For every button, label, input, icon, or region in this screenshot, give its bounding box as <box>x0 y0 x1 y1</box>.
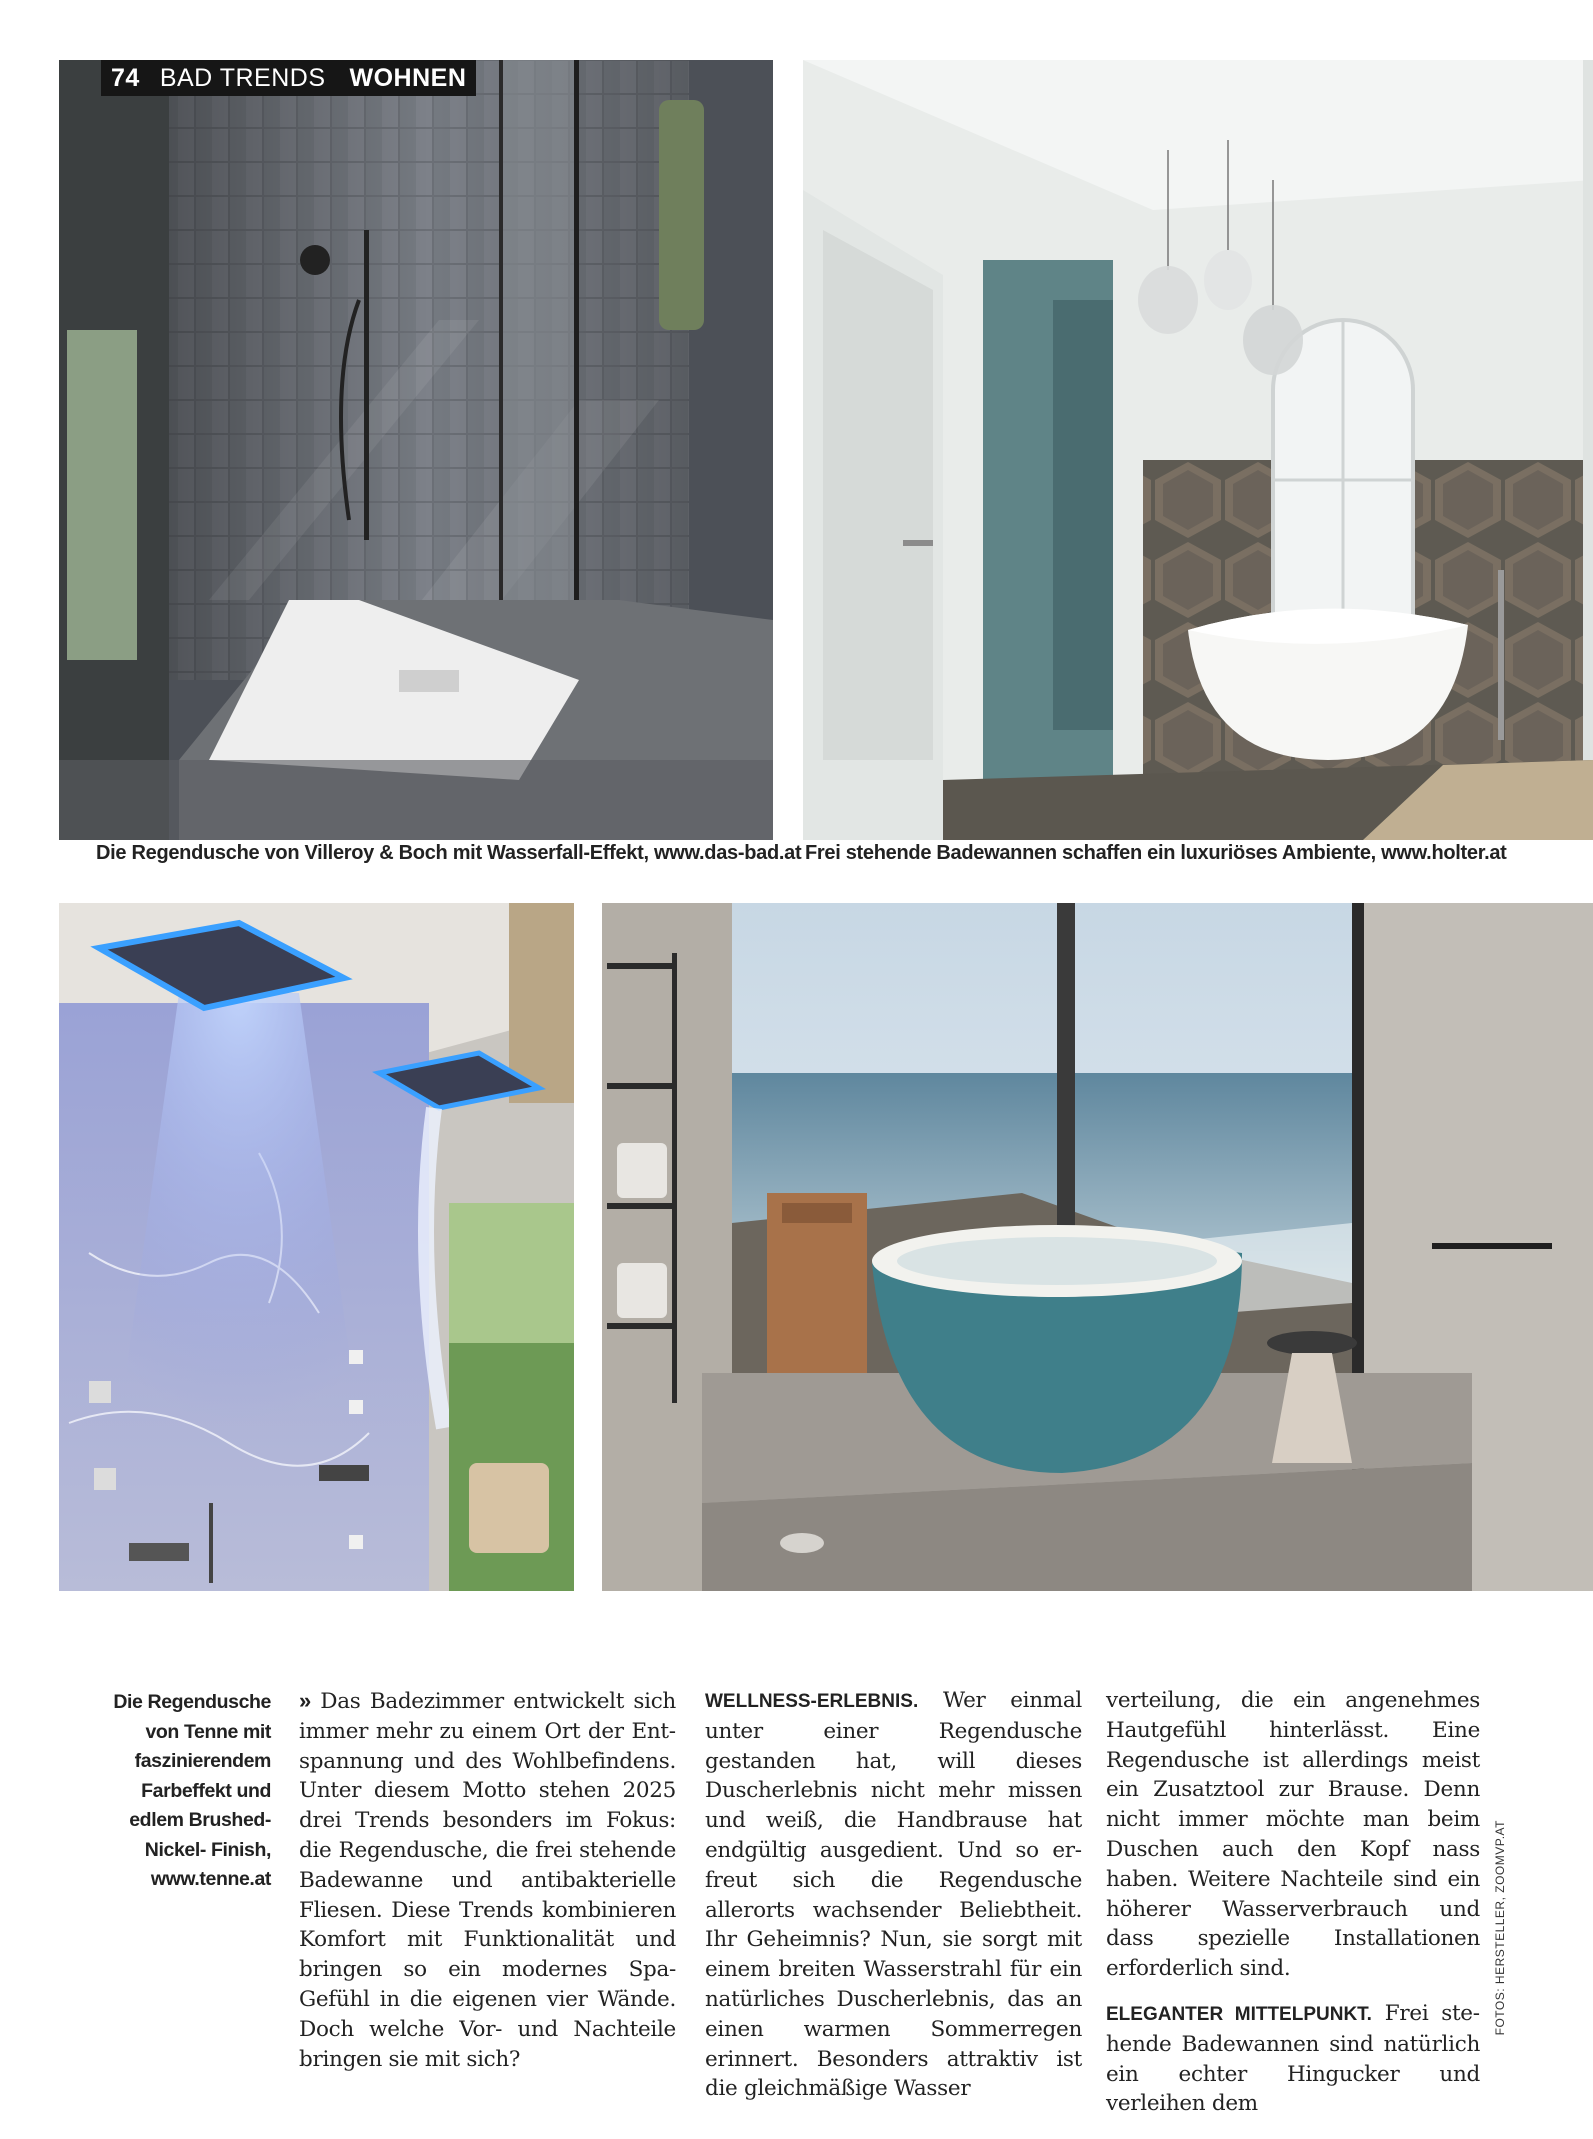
intro-paragraph <box>299 1686 676 2074</box>
caption-line: Farbeffekt und <box>141 1779 271 1802</box>
section-centerpiece <box>1106 1999 1480 2119</box>
caption-line: Nickel- Finish, <box>144 1838 271 1861</box>
section-text-wellness: Wer einmal unter einer Regendusche gestanden hat, will dieses Duscherlebnis nicht mehr missen und weiß, die Handbrause hat endgültig ausgedient. Und so erfreut sich die Regendusche allerorts wachsender Beliebtheit. Ihr Geheimnis? Nun, sie sorgt mit einem breiten Wasserstrahl für ein natürliches Duscherlebnis, das an einen warmen Sommerregen erinnert. Besonders attraktiv ist die gleichmäßige Wasser <box>705 1688 1082 2102</box>
section-wellness-continued: verteilung, die ein angenehmes Hautgefühl hinterlässt. Eine Regendusche ist allerdings meist ein Zusatztool zur Brause. Denn nicht immer möchte man beim Duschen auch den Kopf nass haben. Weitere Nachteile sind ein höherer Wasserverbrauch und dass spezielle Installationen erforderlich sind. <box>1106 1688 1480 1982</box>
photo-freestanding-bathtub-holter <box>803 60 1593 840</box>
caption-photo-1: Die Regendusche von Villeroy & Boch mit Wasserfall-Effekt, www.das-bad.at <box>96 842 802 864</box>
photo-credit: FOTOS: HERSTELLER, ZOOMVP.AT <box>1493 1820 1507 2036</box>
caption-line: www.tenne.at <box>150 1868 271 1890</box>
article-column-2 <box>705 1686 1082 2104</box>
caption-photo-3 <box>100 1688 271 1895</box>
rubric-label: BAD TRENDS <box>159 63 326 92</box>
caption-line: von Tenne mit <box>145 1720 271 1743</box>
article-column-1 <box>299 1686 676 2074</box>
section-lead-centerpiece: ELEGANTER MITTELPUNKT. <box>1106 2003 1372 2025</box>
caption-line: edlem Brushed- <box>129 1809 271 1831</box>
article-column-3 <box>1106 1686 1480 2119</box>
section-lead-wellness: WELLNESS-ERLEBNIS. <box>705 1691 919 1712</box>
photo-round-bathtub-sea-view <box>602 903 1593 1591</box>
section-label: WOHNEN <box>349 63 467 92</box>
caption-line: faszinierendem <box>134 1750 271 1772</box>
section-text-centerpiece: Frei stehende Badewannen sind natürlich ein echter Hingucker und verleihen dem <box>1106 2000 1480 2117</box>
intro-text: Das Badezimmer entwickelt sich immer mehr zu einem Ort der Entspannung und des Wohlbefindens. Unter diesem Motto stehen 2025 drei Trends besonders im Fokus: die Regendusche, die frei stehende Badewanne und antibakterielle Fliesen. Diese Trends kombinieren Komfort mit Funktionalität und bringen so ein modernes Spa-Gefühl in die eigenen vier Wände. Doch welche Vor- und Nachteile bringen sie mit sich? <box>299 1689 676 2072</box>
page-header <box>101 60 476 96</box>
caption-photo-2: Frei stehende Badewannen schaffen ein luxuriöses Ambiente, www.holter.at <box>805 842 1507 864</box>
photo-rain-shower-villeroy-boch <box>59 60 773 840</box>
caption-line: Die Regendusche <box>113 1691 271 1713</box>
section-wellness <box>705 1686 1082 2104</box>
page-number: 74 <box>111 63 140 92</box>
quote-mark: » <box>299 1688 311 1713</box>
photo-led-rain-shower-tenne <box>59 903 574 1591</box>
